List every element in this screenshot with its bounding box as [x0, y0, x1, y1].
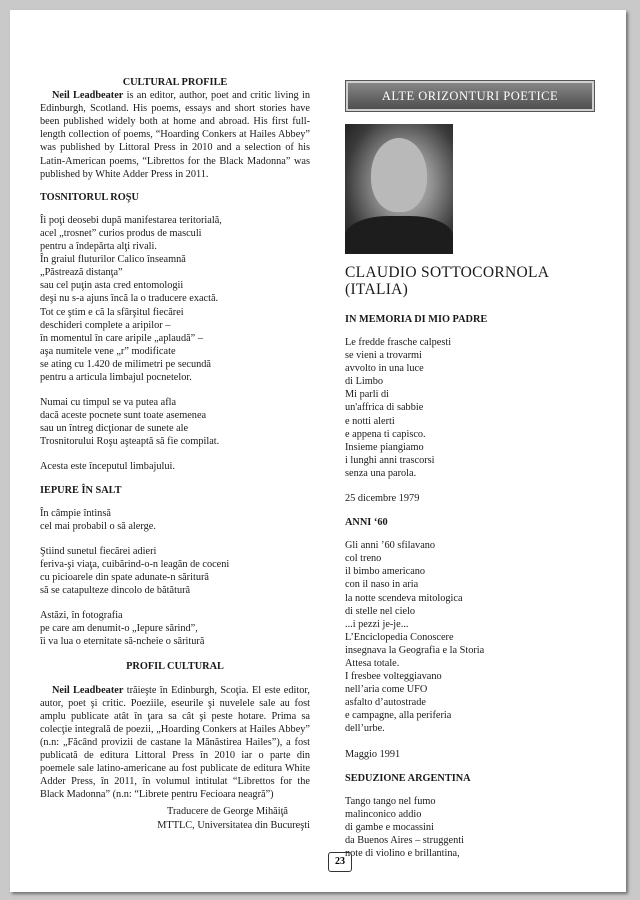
poem-line: se ating cu 1.420 de milimetri pe secundă — [40, 358, 211, 370]
profile-paragraph-en — [40, 89, 310, 181]
poem-line: di gambe e mocassini — [345, 821, 434, 833]
poem-line: se vieni a trovarmi — [345, 350, 422, 362]
poem-line: Tot ce ştim e că la sfârşitul fiecărei — [40, 306, 184, 318]
poem-line: Acesta este începutul limbajului. — [40, 461, 175, 473]
poet-country: (ITALIA) — [345, 281, 409, 298]
poem-stanza — [40, 214, 310, 384]
poem-line: în momentul în care aripile „aplaudă” – — [40, 332, 203, 344]
poem-line: Attesa totale. — [345, 657, 400, 669]
translator-affiliation: MTTLC, Universitatea din Bucureşti — [157, 819, 310, 831]
author-name: Neil Leadbeater — [52, 90, 124, 102]
poem-line: Tango tango nel fumo — [345, 795, 436, 807]
section-banner: ALTE ORIZONTURI POETICE — [345, 80, 595, 112]
poem-line: să se catapulteze dincolo de bătătură — [40, 585, 191, 597]
profile-text: is an editor, author, poet and critic living in Edinburgh, Scotland. His poems, essays and short stories have been published widely both at home and abroad. His first full-length collection of poems, “Hoarding Conkers at Hailes Abbey” was published by Littoral Press in 2010 and a selection of his Latin-American poems, “Librettos for the Black Madonna” was published by White Adder Press in 2011. — [40, 90, 310, 180]
poem-stanza — [40, 460, 310, 473]
poem-line: insegnava la Geografia e la Storia — [345, 644, 485, 656]
section-title-cultural-profile: CULTURAL PROFILE — [122, 77, 228, 88]
poem-line: dell’urbe. — [345, 723, 385, 735]
poem-line: nell’aria come UFO — [345, 684, 428, 696]
poem-line: deşi nu s-a ajuns încă la o traducere exactă. — [40, 293, 219, 305]
poem-date: Maggio 1991 — [345, 748, 401, 760]
poem-stanza — [40, 507, 310, 533]
poem-title-tosnitorul: TOSNITORUL ROŞU — [40, 191, 139, 203]
poem-title-iepure: IEPURE ÎN SALT — [40, 484, 122, 496]
poem-date: 25 dicembre 1979 — [345, 493, 420, 505]
poem-line: di Limbo — [345, 376, 384, 388]
translator-credit: Traducere de George Mihăiţă — [167, 806, 288, 818]
author-name: Neil Leadbeater — [52, 684, 124, 696]
poem-stanza — [40, 609, 310, 648]
poem-title-seduzione: SEDUZIONE ARGENTINA — [345, 772, 471, 784]
poem-line: senza una parola. — [345, 467, 417, 479]
poem-line: sau un întreg dicţionar de sunete ale — [40, 423, 189, 435]
poem-line: il bimbo americano — [345, 566, 426, 578]
poem-line: la notte scendeva mitologica — [345, 592, 463, 604]
poem-line: note di violino e brillantina, — [345, 848, 460, 859]
page-number: 23 — [328, 852, 352, 872]
poem-line: e campagne, alla periferia — [345, 710, 452, 722]
poem-line: aşa numitele vene „r” modificate — [40, 345, 176, 357]
poem-line: În graiul fluturilor Calico înseamnă — [40, 254, 186, 266]
poem-line: deschideri complete a aripilor – — [40, 319, 171, 331]
section-title-profil-cultural: PROFIL CULTURAL — [126, 661, 224, 673]
poem-line: Îi poţi deosebi după manifestarea teritorială, — [40, 214, 222, 226]
poem-line: avvolto in una luce — [345, 363, 424, 375]
poem-line: da Buenos Aires – struggenti — [345, 834, 464, 846]
author-photo — [345, 124, 453, 254]
poem-line: Numai cu timpul se va putea afla — [40, 397, 177, 409]
poem-line: e notti alerti — [345, 415, 395, 427]
poem-line: îi va lua o eternitate să-ncheie o săritură — [40, 636, 205, 648]
poem-line: un'affrica di sabbie — [345, 402, 424, 414]
poem-line: i lunghi anni trascorsi — [345, 454, 435, 466]
poem-line: Insieme piangiamo — [345, 441, 424, 453]
poem-line: Mi parli di — [345, 389, 390, 401]
poem-line: di stelle nel cielo — [345, 605, 416, 617]
poem-line: asfalto d’autostrade — [345, 697, 426, 709]
poem-line: Le fredde frasche calpesti — [345, 337, 452, 348]
poem-line: cu picioarele din spate adunate-n săritură — [40, 572, 209, 583]
poem-body — [345, 795, 595, 860]
poem-line: cel mai probabil o să alerge. — [40, 520, 156, 532]
poem-line: Trosnitorului Roşu aşteaptă să fie compilat. — [40, 436, 220, 448]
page — [10, 10, 626, 892]
profile-paragraph-ro — [40, 684, 310, 802]
poem-line: col treno — [345, 553, 382, 565]
poem-title-memoria: IN MEMORIA DI MIO PADRE — [345, 314, 488, 325]
poem-line: con il naso in aria — [345, 579, 419, 591]
profile-text: trăieşte în Edinburgh, Scoţia. El este editor, autor, poet şi critic. Poeziile, eseurile şi nuvelele sale au fost amplu publicate atât în ţara sa cât şi peste hotare. Prima sa colecţie integrală de poezii, „Hoarding Conkers at Hailes Abbey” (n.n: „Făcând provizii de castane la Mănăstirea Hailes”), a fost publicată de editura Littoral Press în 2010 iar o parte din poemele sale latino-americane au fost publicate de editura White Adder Press, în 2011, în volumul intitulat “Librettos for the Black Madonna” (n.n: “Librete pentru Fecioara neagră”) — [40, 684, 310, 801]
poem-line: malinconico addio — [345, 808, 422, 820]
poem-line: Ştiind sunetul fiecărei adieri — [40, 545, 157, 557]
left-column — [40, 76, 310, 832]
poem-body — [345, 336, 595, 480]
poem-stanza — [40, 396, 310, 448]
poem-line: În câmpie întinsă — [40, 507, 111, 519]
poem-line: e appena ti capisco. — [345, 428, 426, 440]
poem-line: „Păstrează distanţa” — [40, 267, 123, 279]
poem-line: Astăzi, în fotografia — [40, 610, 123, 622]
poem-line: pentru a îndepărta alţi rivali. — [40, 241, 157, 253]
poet-name: CLAUDIO SOTTOCORNOLA — [345, 264, 550, 281]
poem-line: sau cel puţin asta cred entomologii — [40, 280, 184, 292]
poem-line: Gli anni ’60 sfilavano — [345, 540, 436, 552]
poem-line: pentru a articula limbajul pocnetelor. — [40, 371, 192, 383]
poem-title-anni: ANNI ‘60 — [345, 517, 388, 529]
poem-line: pe care am denumit-o „Iepure sărind”, — [40, 623, 198, 635]
poem-line: I fresbee volteggiavano — [345, 671, 442, 683]
poem-body — [345, 539, 595, 735]
poem-line: ...i pezzi je-je... — [345, 618, 409, 630]
poem-stanza — [40, 545, 310, 597]
poem-line: feriva-şi viaţa, cuibărind-o-n leagăn de coceni — [40, 558, 230, 570]
poem-line: dacă aceste pocnete sunt toate asemenea — [40, 410, 207, 422]
poem-line: acel „trosnet” curios produs de masculi — [40, 227, 202, 239]
right-column — [345, 80, 595, 860]
poem-line: L’Enciclopedia Conoscere — [345, 631, 454, 643]
